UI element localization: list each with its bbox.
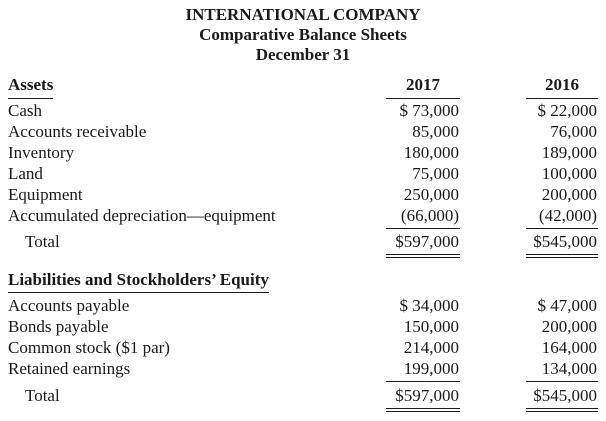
asset-row-land bbox=[0, 163, 606, 184]
value-2016: (42,000) bbox=[538, 206, 597, 225]
value-2016: 164,000 bbox=[541, 338, 597, 357]
value-2017: 150,000 bbox=[403, 317, 459, 336]
liabilities-total-row bbox=[0, 385, 606, 406]
value-2017: 85,000 bbox=[412, 122, 459, 141]
value-2017: $ 73,000 bbox=[399, 101, 459, 120]
asset-row-accumulated-depreciation bbox=[0, 205, 606, 226]
value-2017: (66,000) bbox=[400, 206, 459, 225]
subtotal-rule-2017 bbox=[386, 381, 460, 382]
assets-total-row bbox=[0, 231, 606, 252]
total-label: Total bbox=[25, 386, 60, 405]
liabilities-equity-heading: Liabilities and Stockholders’ Equity bbox=[8, 270, 269, 293]
year-2016-heading: 2016 bbox=[526, 75, 598, 99]
assets-heading: Assets bbox=[8, 75, 53, 99]
value-2017: 214,000 bbox=[403, 338, 459, 357]
row-label: Bonds payable bbox=[8, 317, 109, 336]
value-2017: 250,000 bbox=[403, 185, 459, 204]
company-name: INTERNATIONAL COMPANY bbox=[185, 5, 421, 24]
subtotal-rule-2016 bbox=[526, 228, 598, 229]
value-2016: 100,000 bbox=[541, 164, 597, 183]
asset-row-inventory bbox=[0, 142, 606, 163]
liability-row-bonds-payable bbox=[0, 316, 606, 337]
total-double-rule-2017 bbox=[386, 254, 460, 258]
total-double-rule-2017 bbox=[386, 408, 460, 412]
row-label: Land bbox=[8, 164, 43, 183]
value-2017: 199,000 bbox=[403, 359, 459, 378]
liability-row-accounts-payable bbox=[0, 295, 606, 316]
asset-row-cash bbox=[0, 100, 606, 121]
row-label: Accumulated depreciation—equipment bbox=[8, 206, 276, 225]
equity-row-retained-earnings bbox=[0, 358, 606, 379]
total-2017: $597,000 bbox=[395, 232, 459, 251]
total-double-rule-2016 bbox=[526, 408, 598, 412]
asset-row-equipment bbox=[0, 184, 606, 205]
value-2016: $ 47,000 bbox=[537, 296, 597, 315]
row-label: Accounts payable bbox=[8, 296, 130, 315]
total-2016: $545,000 bbox=[533, 386, 597, 405]
row-label: Equipment bbox=[8, 185, 83, 204]
equity-row-common-stock bbox=[0, 337, 606, 358]
subtotal-rule-2016 bbox=[526, 381, 598, 382]
year-2017-heading: 2017 bbox=[386, 75, 460, 99]
statement-title: Comparative Balance Sheets bbox=[199, 25, 407, 44]
value-2017: $ 34,000 bbox=[399, 296, 459, 315]
value-2016: 134,000 bbox=[541, 359, 597, 378]
value-2017: 75,000 bbox=[412, 164, 459, 183]
value-2016: 200,000 bbox=[541, 185, 597, 204]
row-label: Accounts receivable bbox=[8, 122, 147, 141]
statement-date: December 31 bbox=[255, 45, 351, 64]
row-label: Cash bbox=[8, 101, 42, 120]
asset-row-accounts-receivable bbox=[0, 121, 606, 142]
row-label: Retained earnings bbox=[8, 359, 131, 378]
row-label: Common stock ($1 par) bbox=[8, 338, 170, 357]
value-2017: 180,000 bbox=[403, 143, 459, 162]
total-double-rule-2016 bbox=[526, 254, 598, 258]
total-2017: $597,000 bbox=[395, 386, 459, 405]
subtotal-rule-2017 bbox=[386, 228, 460, 229]
total-label: Total bbox=[25, 232, 60, 251]
value-2016: $ 22,000 bbox=[537, 101, 597, 120]
total-2016: $545,000 bbox=[533, 232, 597, 251]
value-2016: 200,000 bbox=[541, 317, 597, 336]
value-2016: 189,000 bbox=[541, 143, 597, 162]
row-label: Inventory bbox=[8, 143, 75, 162]
value-2016: 76,000 bbox=[550, 122, 597, 141]
